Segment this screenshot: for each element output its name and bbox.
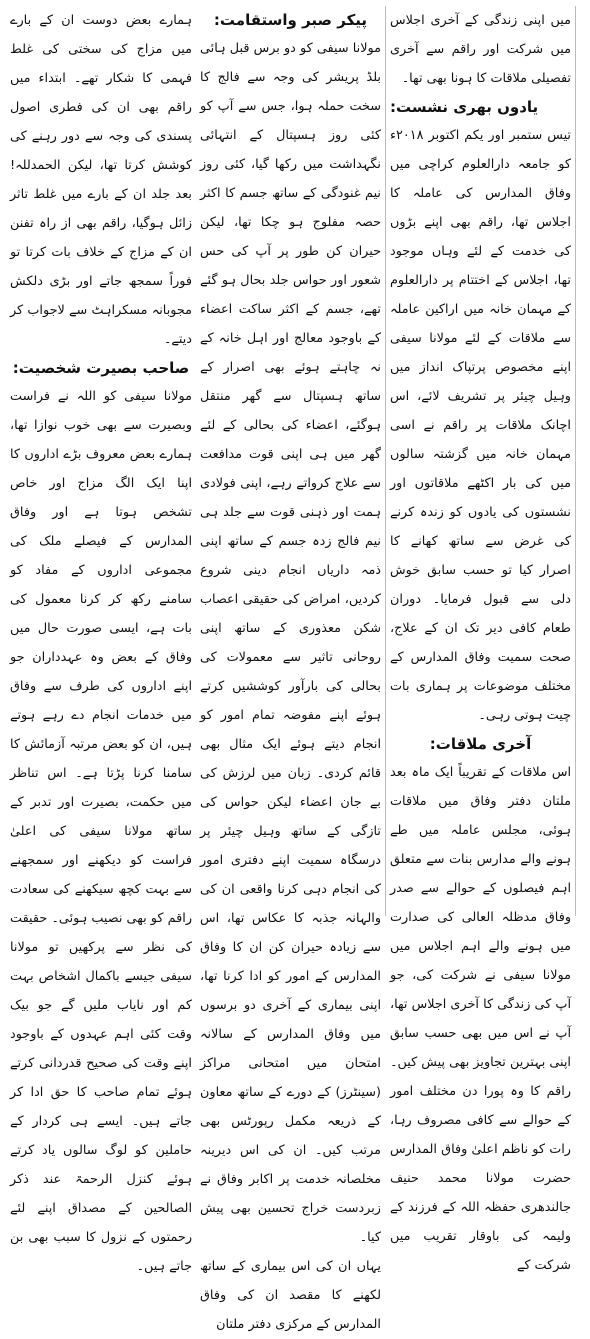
column-middle xyxy=(196,6,386,1332)
paragraph-continuation: میں اپنی زندگی کے آخری اجلاس میں شرکت اور راقم سے آخری تفصیلی ملاقات کا ہونا بھی تھا۔ xyxy=(390,13,571,86)
heading-patience: پیکر صبر واستقامت: xyxy=(213,11,368,29)
heading-insightful-personality: صاحب بصیرت شخصیت: xyxy=(12,359,190,377)
paragraph-insight: مولانا سیفی کو اللہ نے فراست وبصیرت سے بھی خوب نوازا تھا، ہمارے بعض معروف بڑے اداروں کا اپنا ایک الگ مزاج اور خاص تشخص ہوتا ہے اور وفاق المدارس کے فیصلے ملک کی مجموعی اداروں کے مفاد کو سامنے رکھ کر کرنا معمول کی بات ہے، ایسی صورت حال میں وفاق کے بعض وہ عہدداران جو اپنے اداروں کی طرف سے وفاق میں خدمات انجام دے رہے ہوتے ہیں، ان کو بعض مرتبہ آزمائش کا سامنا کرنا پڑتا ہے۔ اس تناظر میں حکمت، بصیرت اور تدبر کے ساتھ مولانا سیفی کی اعلیٰ فراست کو دیکھنے اور سمجھنے سے بہت کچھ سیکھنے کی سعادت راقم کو بھی نصیب ہوئی۔ حقیقت کی نظر سے پرکھیں تو مولانا سیفی جیسے باکمال اشخاص بہت کم اور نایاب ملیں گے جو بیک وقت کئی اہم عہدوں کے باوجود اپنے وقت کی صحیح قدردانی کرتے ہوئے تمام صاحب کا حق ادا کر جاتے ہیں۔ ایسے ہی کردار کے حاملین کو لوگ سالوں یاد کرتے ہوئے کنزل الرحمۃ عند ذکر الصالحین کے مصداق اپنے لئے رحمتوں کے نزول کا سبب بھی بن جاتے ہیں۔ xyxy=(10,389,192,1274)
paragraph-memories: تیس ستمبر اور یکم اکتوبر ۲۰۱۸ء کو جامعہ دارالعلوم کراچی میں وفاق المدارس کی عاملہ کا اجلاس تھا، راقم بھی اپنے بڑوں کی خدمت کے لئے وہاں موجود تھا، اجلاس کے اختتام پر دارالعلوم کے مہمان خانہ میں اراکین عاملہ سے ملاقات کے لئے مولانا سیفی اپنے مخصوص پرتپاک انداز میں وہیل چیئر پر تشریف لائے، اس اچانک ملاقات پر راقم نے اسی مہمان خانہ میں گزشتہ سالوں میں کی بار اکٹھے ملاقاتوں اور نشستوں کی یادوں کو زندہ کرنے کی غرض سے ساتھ کھانے کا اصرار کیا تو حسب سابق خوش دلی سے قبول فرمایا۔ دوران طعام کافی دیر تک ان کے علاج، صحت سمیت وفاق المدارس کے مختلف موضوعات پر ہماری بات چیت ہوتی رہی۔ xyxy=(390,128,571,723)
heading-memories: یادوں بھری نشست: xyxy=(390,98,539,116)
paragraph-intro: ہمارے بعض دوست ان کے بارے میں مزاج کی سختی کی غلط فہمی کا شکار تھے۔ ابتداء میں راقم بھی ان کی فطری اصول پسندی کی وجہ سے دور رہنے کی کوشش کرتا تھا، لیکن الحمدللہ! بعد جلد ان کے بارے میں غلط تاثر زائل ہوگیا، راقم بھی از راہ تفنن ان کے مزاج کے خلاف بات کرتا تو فوراً سمجھ جاتے اور بڑی دلکش مجوبانہ مسکراہٹ سے لاجواب کر دیتے۔ xyxy=(10,13,192,347)
column-right xyxy=(6,6,196,1274)
paragraph-last-meeting: اس ملاقات کے تقریباً ایک ماہ بعد ملتان دفتر وفاق میں ملاقات ہوئی، مجلس عاملہ میں طے ہونے والے مدارس بنات سے متعلق اہم فیصلوں کے حوالے سے صدر وفاق مدظلہ العالی کی صدارت میں ہونے والے اہم اجلاس میں مولانا سیفی نے شرکت کی، جو آپ کی زندگی کا آخری اجلاس تھا، آپ نے اس میں بھی حسب سابق اپنی بہترین تجاویز بھی پیش کیں۔ راقم کا وہ پورا دن مختلف امور کے حوالے سے کافی مصروف رہا، رات کو ناظم اعلیٰ وفاق المدارس حضرت مولانا محمد حنیف جالندھری حفظہ اللہ کے فرزند کے ولیمہ کی باوقار تقریب میں شرکت کے xyxy=(390,765,571,1273)
paragraph-purpose: یہاں ان کی اس بیماری کے ساتھ لکھنے کا مقصد ان کی وفاق المدارس کے مرکزی دفتر ملتان xyxy=(200,1259,381,1332)
paragraph-illness: مولانا سیفی کو دو برس قبل ہائی بلڈ پریشر کی وجہ سے فالج کا سخت حملہ ہوا، جس سے آپ کو کئی روز ہسپتال کے انتہائی نگہداشت میں رکھا گیا، کئی روز نیم غنودگی کے ساتھ جسم کا اکثر حصہ مفلوج ہو چکا تھا، لیکن حیران کن طور پر آپ کی حس شعور اور حواس جلد بحال ہو گئے تھے، جسم کے اکثر ساکت اعضاء کے باوجود معالج اور اہل خانہ کے نہ چاہتے ہوئے بھی اصرار کے ساتھ ہسپتال سے گھر منتقل ہوگئے، اعضاء کی بحالی کے لئے گھر میں ہی اپنی قوت مدافعت سے علاج کرواتے رہے، اپنی فولادی ہمت اور ذہنی قوت سے جلد ہی نیم فالج زدہ جسم کے ساتھ اپنی ذمہ داریاں انجام دینی شروع کردیں، امراض کی حقیقی اعصاب شکن معذوری کے ساتھ اپنی روحانی تاثیر سے معمولات کی بحالی کی بارآور کوششیں کرتے ہوئے اپنے مفوضہ تمام امور کو انجام دیتے ہوئے ایک مثال بھی قائم کردی۔ زبان میں لرزش کی بے جان اعضاء لیکن حواس کی تازگی کے ساتھ وہیل چیئر پر درسگاہ سمیت اپنے دفتری امور کی انجام دہی کرنا واقعی ان کی والہانہ جذبہ کا عکاس تھا، اس سے زیادہ حیران کن ان کا وفاق المدارس کے امور کو ادا کرنا تھا، اپنی بیماری کے آخری دو برسوں میں وفاق المدارس کے سالانہ امتحان میں امتحانی مراکز (سینٹرز) کے دورے کے ساتھ معاون کے ذریعہ مکمل رپورٹس بھی مرتب کیں۔ ان کی اس دیرینہ مخلصانہ خدمت پر اکابر وفاق نے زبردست خراج تحسین بھی پیش کیا۔ xyxy=(200,41,381,1245)
heading-last-meeting: آخری ملاقات: xyxy=(429,735,532,753)
column-left xyxy=(386,6,576,1273)
